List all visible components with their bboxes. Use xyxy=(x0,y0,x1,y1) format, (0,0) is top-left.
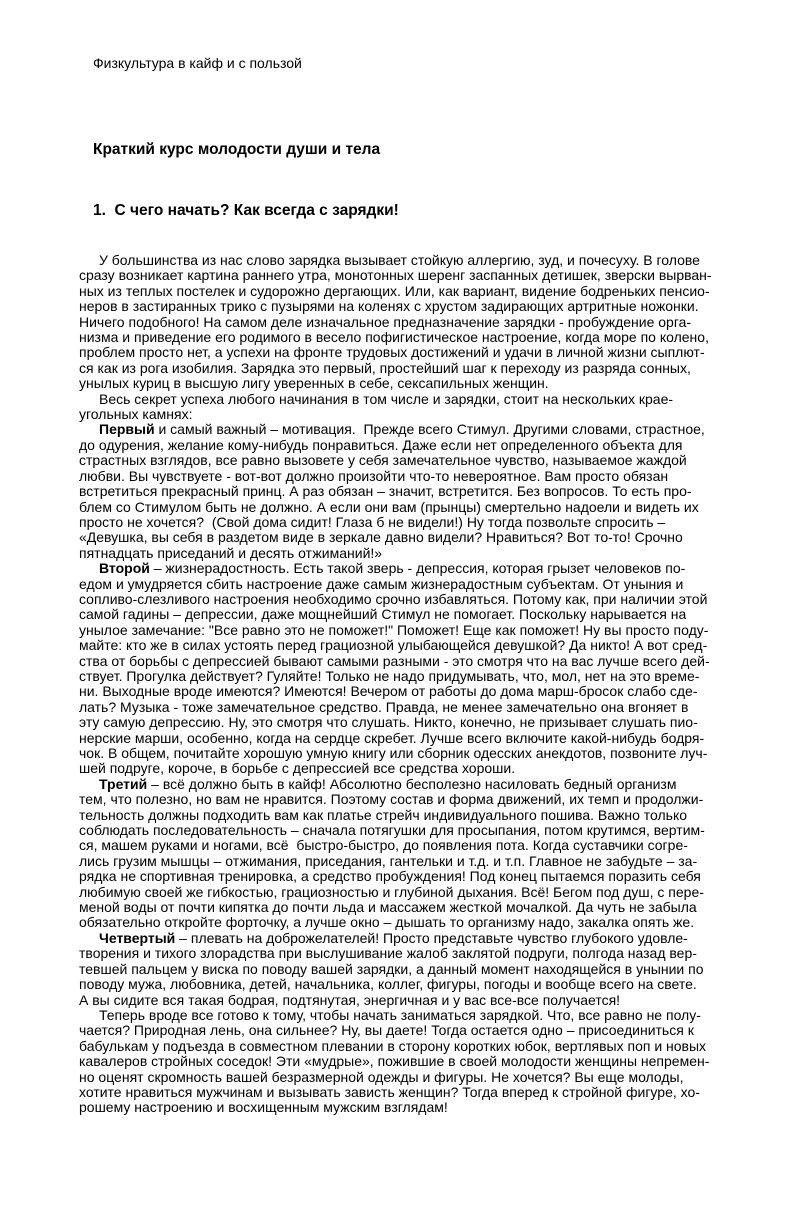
text-line: лись грузим мышцы – отжимания, приседания, гантельки и т.д. и т.п. Главное не забудьте – за- xyxy=(79,852,698,869)
text-line: кавалеров стройных соседок! Эти «мудрые», пожившие в своей молодости женщины непремен- xyxy=(79,1053,710,1070)
text-line: «Девушка, вы себя в раздетом виде в зеркале давно видели? Нравиться? Вот то-то! Срочно xyxy=(79,529,683,546)
text-line: едом и умудряется сбить настроение даже самым жизнерадостным субъектам. От уныния и xyxy=(79,575,684,592)
text-line: чок. В общем, почитайте хорошую умную книгу или сборник одесских анекдотов, позвоните луч- xyxy=(79,745,708,761)
text-line: Весь секрет успеха любого начинания в том числе и зарядки, стоит на нескольких крае- xyxy=(99,390,674,407)
text-line: меной воды от почти кипятка до почти льда и массажем жесткой мочалкой. Да чуть не забыла xyxy=(79,899,697,916)
paragraph xyxy=(79,561,712,777)
text-line: встретиться прекрасный принц. А раз обязан – значит, встретится. Без вопросов. То есть про- xyxy=(79,483,692,500)
text-line: эту самую депрессию. Ну, это смотря что слушать. Никто, конечно, не призывает слушать пио- xyxy=(79,714,698,731)
text-line: Теперь вроде все готово к тому, чтобы начать заниматься зарядкой. Что, все равно не полу- xyxy=(99,1006,701,1023)
text-line: самой гадины – депрессии, даже мощнейший Стимул не помогает. Поскольку нарывается на xyxy=(79,606,687,623)
paragraph xyxy=(79,253,712,392)
paragraph xyxy=(79,931,712,1008)
text-line: но оценят скромность вашей безразмерной одежды и фигуры. Не хочется? Вы еще молоды, xyxy=(79,1068,684,1085)
text-line: соблюдать последовательность – сначала потягушки для просыпания, потом крутимся, вертим- xyxy=(79,822,705,839)
text-line: чается? Природная лень, она сильнее? Ну, вы даете! Тогда остается одно – присоединиться к xyxy=(79,1022,694,1039)
text-line: блем со Стимулом быть не должно. А если они вам (прынцы) смертельно надоели и видеть их xyxy=(79,498,699,515)
text-line: сразу возникает картина раннего утра, монотонных шеренг заспанных детишек, зверски вырван- xyxy=(79,267,712,284)
text-line: тельность должны подходить вам как платье стрейч индивидуального пошива. Важно только xyxy=(79,806,688,823)
text-line: шей подруге, короче, в борьбе с депрессией все средства хороши. xyxy=(79,760,516,777)
text-line: страстных взглядов, все равно вызовете у себя замечательное чувство, называемое жаждой xyxy=(79,452,687,469)
document-body xyxy=(79,253,712,1116)
text-line: проблем просто нет, а успехи на фронте трудовых достижений и удачи в личной жизни сыплют- xyxy=(79,344,705,361)
text-line: тевшей пальцем у виска по поводу вашей зарядки, а данный момент находящейся в унынии по xyxy=(79,960,704,977)
text-line: У большинства из нас слово зарядка вызывает стойкую аллергию, зуд, и почесуху. В голове xyxy=(99,252,700,268)
text-line: ся как из рога изобилия. Зарядка это первый, простейший шаг к переходу из разряда сонных, xyxy=(79,359,691,376)
text-line: унылое замечание: "Все равно это не поможет!" Поможет! Еще как поможет! Ну вы просто поду- xyxy=(79,621,709,638)
text-line: Второй – жизнерадостность. Есть такой зверь - депрессия, которая грызет человеков по- xyxy=(99,560,686,577)
text-line: рошему настроению и восхищенным мужским взглядам! xyxy=(79,1099,448,1116)
text-line: ся, машем руками и ногами, всё быстро-быстро, до появления пота. Когда суставчики согре- xyxy=(79,837,688,854)
document-header: Физкультура в кайф и с пользой xyxy=(93,55,302,71)
text-line: Первый и самый важный – мотивация. Прежде всего Стимул. Другими словами, страстное, xyxy=(99,421,705,438)
text-line: неров в застиранных трико с пузырями на коленях с хрустом задирающих артритные ножонки. xyxy=(79,298,699,315)
text-line: сопливо-слезливого настроения необходимо срочно избавляться. Потому как, при наличии этой xyxy=(79,590,708,607)
paragraph-lead: Четвертый xyxy=(99,929,176,946)
text-line: бабулькам у подъезда в совместном плевании в сторону коротких юбок, вертлявых поп и новых xyxy=(79,1037,707,1054)
text-line: ни. Выходные вроде имеются? Имеются! Вечером от работы до дома марш-бросок слабо сде- xyxy=(79,683,698,700)
text-line: Четвертый – плевать на доброжелателей! Просто представьте чувство глубокого удовле- xyxy=(99,929,688,946)
text-line: Ничего подобного! На самом деле изначальное предназначение зарядки - пробуждение орга- xyxy=(79,313,692,330)
document-title: Краткий курс молодости души и тела xyxy=(93,141,381,158)
text-line: ных из теплых постелек и судорожно дергающих. Или, как вариант, видение бодреньких пенсио- xyxy=(79,282,710,299)
text-line: лать? Музыка - тоже замечательное средство. Правда, не менее замечательно она вгоняет в xyxy=(79,698,689,715)
text-line: нерские марши, особенно, когда на сердце скребет. Лучше всего включите какой-нибудь бодря- xyxy=(79,729,705,746)
text-line: любви. Вы чувствуете - вот-вот должно произойти что-то невероятное. Вам просто обязан xyxy=(79,467,669,484)
text-line: низма и приведение его родимого в весело пофигистическое настроение, когда море по колено, xyxy=(79,329,709,346)
text-line: тем, что полезно, но вам не нравится. Поэтому состав и форма движений, их темп и продолжи- xyxy=(79,791,704,808)
text-line: любимую своей же гибкостью, грациозностью и глубиной дыхания. Всё! Бегом под душ, с пере- xyxy=(79,883,704,900)
paragraph-lead: Первый xyxy=(99,421,155,438)
text-line: Третий – всё должно быть в кайф! Абсолютно бесполезно насиловать бедный организм xyxy=(99,775,677,792)
text-line: поводу мужа, любовника, детей, начальника, коллег, фигуры, погоды и вообще всего на свете. xyxy=(79,976,697,993)
section-heading: 1. С чего начать? Как всегда с зарядки! xyxy=(93,202,399,219)
text-line: творения и тихого злорадства при выслушивание жалоб заклятой подруги, полгода назад вер- xyxy=(79,945,697,962)
paragraph xyxy=(79,422,712,561)
text-line: просто не хочется? (Свой дома сидит! Глаза б не видели!) Ну тогда позвольте спросить – xyxy=(79,513,666,530)
text-line: до одурения, желание кому-нибудь понравиться. Даже если нет определенного объекта для xyxy=(79,436,683,453)
text-line: ства от борьбы с депрессией бывают самыми разными - это смотря что на вас лучше всего дей- xyxy=(79,652,710,669)
text-line: хотите нравиться мужчинам и вызывать зависть женщин? Тогда вперед к стройной фигуре, хо- xyxy=(79,1083,700,1100)
text-line: угольных камнях: xyxy=(79,406,193,423)
text-line: ствует. Прогулка действует? Гуляйте! Только не надо придумывать, что, мол, нет на это време- xyxy=(79,667,700,684)
text-line: обязательно откройте форточку, а лучше окно – дышать то организму надо, закалка опять же. xyxy=(79,914,695,931)
text-line: унылых куриц в высшую лигу уверенных в себе, сексапильных женщин. xyxy=(79,375,549,392)
paragraph xyxy=(79,392,712,423)
text-line: рядка не спортивная тренировка, а средство пробуждения! Под конец пытаемся поразить себя xyxy=(79,868,701,885)
paragraph xyxy=(79,1008,712,1116)
paragraph-lead: Третий xyxy=(99,775,148,792)
text-line: А вы сидите вся такая бодрая, подтянутая, энергичная и у вас все-все получается! xyxy=(79,991,621,1008)
paragraph xyxy=(79,777,712,931)
paragraph-lead: Второй xyxy=(99,560,150,577)
text-line: пятнадцать приседаний и десять отжиманий!» xyxy=(79,544,383,561)
text-line: майте: кто же в силах устоять перед грациозной улыбающейся девушкой? Да никто! А вот сред- xyxy=(79,637,708,654)
